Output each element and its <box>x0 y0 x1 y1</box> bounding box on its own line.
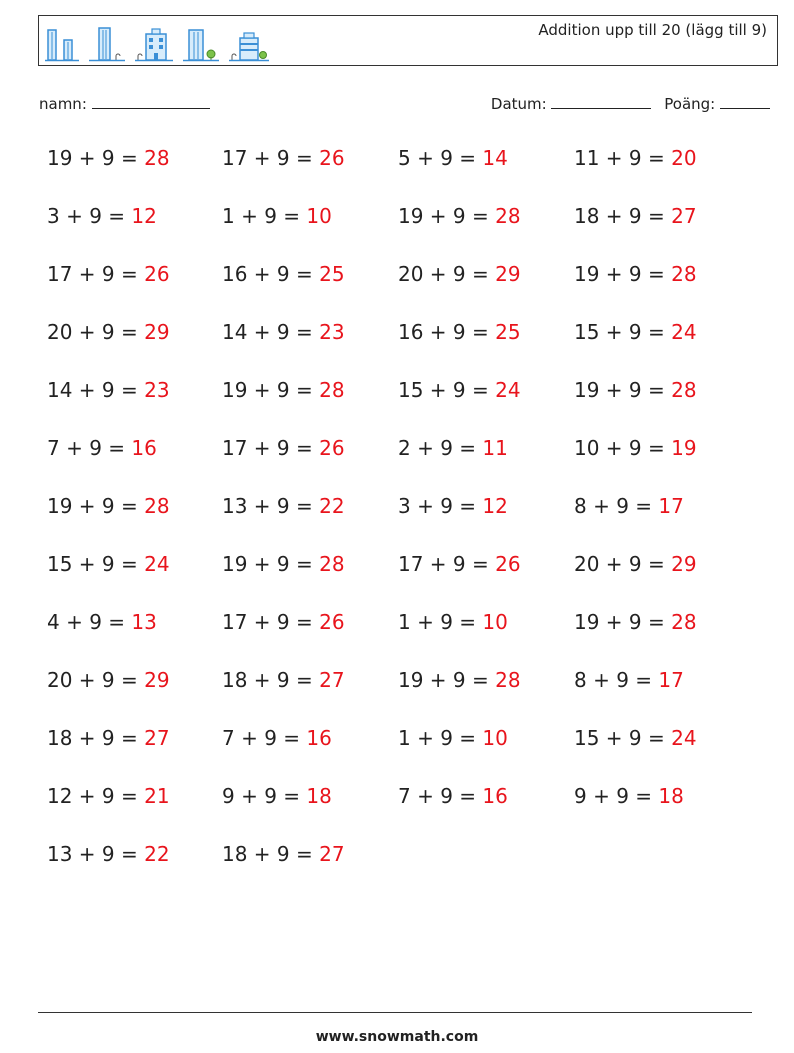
problem-answer: 26 <box>319 436 345 460</box>
score-blank[interactable] <box>720 94 770 109</box>
problem-question: 14 + 9 = <box>47 378 145 402</box>
problem-answer: 18 <box>306 784 332 808</box>
problem <box>574 378 697 402</box>
problem <box>398 610 508 634</box>
problem <box>574 320 697 344</box>
problem-question: 7 + 9 = <box>222 726 307 750</box>
problem <box>47 378 170 402</box>
problem <box>47 262 170 286</box>
date-label: Datum: <box>490 95 547 113</box>
problem-row <box>47 552 767 610</box>
problem <box>574 204 697 228</box>
problem-question: 19 + 9 = <box>222 378 320 402</box>
problem <box>47 320 170 344</box>
problem <box>222 784 332 808</box>
problem-question: 19 + 9 = <box>574 610 672 634</box>
name-blank[interactable] <box>92 94 210 109</box>
problem-question: 4 + 9 = <box>47 610 132 634</box>
problem <box>398 146 508 170</box>
problem <box>47 494 170 518</box>
problem-answer: 20 <box>671 146 697 170</box>
problem-answer: 17 <box>658 668 684 692</box>
problem-question: 18 + 9 = <box>574 204 672 228</box>
problem-answer: 25 <box>495 320 521 344</box>
problem-answer: 27 <box>319 668 345 692</box>
tower-with-tree-icon <box>183 26 219 62</box>
problem-answer: 10 <box>306 204 332 228</box>
problem-answer: 12 <box>131 204 157 228</box>
problem-row <box>47 494 767 552</box>
problem-row <box>47 784 767 842</box>
problem-row <box>47 262 767 320</box>
worksheet-title: Addition upp till 20 (lägg till 9) <box>538 21 767 39</box>
problem-row <box>47 726 767 784</box>
problem <box>47 726 170 750</box>
header-box <box>38 15 778 66</box>
problem-question: 3 + 9 = <box>398 494 483 518</box>
problem <box>398 320 521 344</box>
problem-question: 15 + 9 = <box>574 726 672 750</box>
problem <box>574 668 684 692</box>
problem-answer: 29 <box>144 668 170 692</box>
problem-answer: 16 <box>482 784 508 808</box>
date-blank[interactable] <box>551 94 651 109</box>
problem-question: 14 + 9 = <box>222 320 320 344</box>
problem <box>47 784 170 808</box>
problem-answer: 25 <box>319 262 345 286</box>
tower-icon <box>89 26 125 62</box>
problem-question: 1 + 9 = <box>398 726 483 750</box>
problem-answer: 29 <box>144 320 170 344</box>
problem-row <box>47 436 767 494</box>
problem-row <box>47 204 767 262</box>
problem-question: 19 + 9 = <box>47 146 145 170</box>
problem-answer: 14 <box>482 146 508 170</box>
problem-question: 9 + 9 = <box>222 784 307 808</box>
twin-towers-icon <box>45 26 79 62</box>
problem-question: 15 + 9 = <box>574 320 672 344</box>
name-field[interactable] <box>39 94 210 113</box>
problem-question: 18 + 9 = <box>222 842 320 866</box>
problem <box>574 552 697 576</box>
problem-question: 15 + 9 = <box>47 552 145 576</box>
problem-answer: 23 <box>319 320 345 344</box>
meta-row <box>39 94 770 116</box>
problem-question: 3 + 9 = <box>47 204 132 228</box>
problem <box>222 494 345 518</box>
problem <box>47 146 170 170</box>
problem <box>222 436 345 460</box>
problem-answer: 11 <box>482 436 508 460</box>
problem <box>398 668 521 692</box>
problem-answer: 28 <box>671 378 697 402</box>
problem-question: 1 + 9 = <box>222 204 307 228</box>
problem-answer: 28 <box>671 610 697 634</box>
problem-grid <box>47 146 767 900</box>
score-label: Poäng: <box>664 95 716 113</box>
problem-question: 20 + 9 = <box>47 668 145 692</box>
problem-answer: 27 <box>319 842 345 866</box>
problem-answer: 26 <box>319 610 345 634</box>
problem-question: 16 + 9 = <box>398 320 496 344</box>
problem-question: 2 + 9 = <box>398 436 483 460</box>
problem-answer: 16 <box>306 726 332 750</box>
problem <box>574 494 684 518</box>
problem-question: 1 + 9 = <box>398 610 483 634</box>
problem-question: 5 + 9 = <box>398 146 483 170</box>
office-building-icon <box>135 26 173 62</box>
problem-question: 8 + 9 = <box>574 668 659 692</box>
problem-answer: 28 <box>495 668 521 692</box>
problem-answer: 26 <box>144 262 170 286</box>
problem-question: 19 + 9 = <box>398 668 496 692</box>
problem-question: 20 + 9 = <box>398 262 496 286</box>
problem-answer: 24 <box>671 320 697 344</box>
problem-answer: 21 <box>144 784 170 808</box>
problem-question: 11 + 9 = <box>574 146 672 170</box>
problem-answer: 17 <box>658 494 684 518</box>
date-score-fields <box>491 94 770 113</box>
problem-answer: 13 <box>131 610 157 634</box>
problem <box>574 436 697 460</box>
problem <box>398 436 508 460</box>
problem-answer: 26 <box>495 552 521 576</box>
problem <box>222 552 345 576</box>
problem-question: 8 + 9 = <box>574 494 659 518</box>
problem-question: 17 + 9 = <box>47 262 145 286</box>
problem-question: 18 + 9 = <box>222 668 320 692</box>
problem <box>398 494 508 518</box>
problem-question: 7 + 9 = <box>47 436 132 460</box>
problem-question: 13 + 9 = <box>222 494 320 518</box>
problem-answer: 28 <box>144 494 170 518</box>
problem-question: 18 + 9 = <box>47 726 145 750</box>
problem-question: 15 + 9 = <box>398 378 496 402</box>
problem <box>222 726 332 750</box>
problem <box>574 784 684 808</box>
problem <box>398 262 521 286</box>
problem-row <box>47 842 767 900</box>
problem <box>398 726 508 750</box>
problem-answer: 12 <box>482 494 508 518</box>
problem-question: 17 + 9 = <box>222 610 320 634</box>
problem <box>222 610 345 634</box>
problem-question: 9 + 9 = <box>574 784 659 808</box>
problem-question: 17 + 9 = <box>222 436 320 460</box>
problem <box>398 784 508 808</box>
small-building-icon <box>229 26 269 62</box>
problem-answer: 10 <box>482 610 508 634</box>
problem-question: 7 + 9 = <box>398 784 483 808</box>
problem-answer: 22 <box>319 494 345 518</box>
problem-answer: 18 <box>658 784 684 808</box>
problem-answer: 28 <box>144 146 170 170</box>
problem <box>398 204 521 228</box>
problem <box>574 610 697 634</box>
problem <box>222 668 345 692</box>
problem-answer: 24 <box>671 726 697 750</box>
problem <box>574 726 697 750</box>
problem-question: 13 + 9 = <box>47 842 145 866</box>
problem-row <box>47 668 767 726</box>
problem-answer: 24 <box>144 552 170 576</box>
problem-row <box>47 146 767 204</box>
problem-question: 19 + 9 = <box>574 378 672 402</box>
problem-question: 20 + 9 = <box>574 552 672 576</box>
problem-row <box>47 378 767 436</box>
problem-answer: 16 <box>131 436 157 460</box>
problem-question: 16 + 9 = <box>222 262 320 286</box>
problem-question: 19 + 9 = <box>47 494 145 518</box>
problem <box>398 552 521 576</box>
problem-answer: 28 <box>319 378 345 402</box>
problem <box>574 262 697 286</box>
header-icons <box>45 22 269 62</box>
problem <box>47 204 157 228</box>
problem-answer: 29 <box>671 552 697 576</box>
problem <box>574 146 697 170</box>
problem <box>222 262 345 286</box>
problem-answer: 22 <box>144 842 170 866</box>
problem-question: 20 + 9 = <box>47 320 145 344</box>
problem-answer: 28 <box>671 262 697 286</box>
problem-answer: 19 <box>671 436 697 460</box>
problem-answer: 28 <box>319 552 345 576</box>
problem-answer: 10 <box>482 726 508 750</box>
name-label: namn: <box>39 95 87 113</box>
problem-question: 19 + 9 = <box>398 204 496 228</box>
problem <box>222 146 345 170</box>
problem-answer: 28 <box>495 204 521 228</box>
problem-answer: 24 <box>495 378 521 402</box>
problem <box>222 320 345 344</box>
problem <box>47 552 170 576</box>
problem-answer: 27 <box>671 204 697 228</box>
problem-row <box>47 320 767 378</box>
problem <box>222 378 345 402</box>
problem-question: 17 + 9 = <box>398 552 496 576</box>
problem-answer: 27 <box>144 726 170 750</box>
problem <box>398 378 521 402</box>
problem-question: 10 + 9 = <box>574 436 672 460</box>
problem <box>222 842 345 866</box>
problem-row <box>47 610 767 668</box>
problem <box>222 204 332 228</box>
problem <box>47 436 157 460</box>
footer-divider <box>38 1012 752 1013</box>
problem-answer: 26 <box>319 146 345 170</box>
problem-answer: 29 <box>495 262 521 286</box>
problem-question: 17 + 9 = <box>222 146 320 170</box>
footer-site: www.snowmath.com <box>315 1029 479 1045</box>
problem <box>47 668 170 692</box>
problem-question: 19 + 9 = <box>574 262 672 286</box>
problem <box>47 842 170 866</box>
problem-question: 19 + 9 = <box>222 552 320 576</box>
problem-answer: 23 <box>144 378 170 402</box>
problem <box>47 610 157 634</box>
problem-question: 12 + 9 = <box>47 784 145 808</box>
